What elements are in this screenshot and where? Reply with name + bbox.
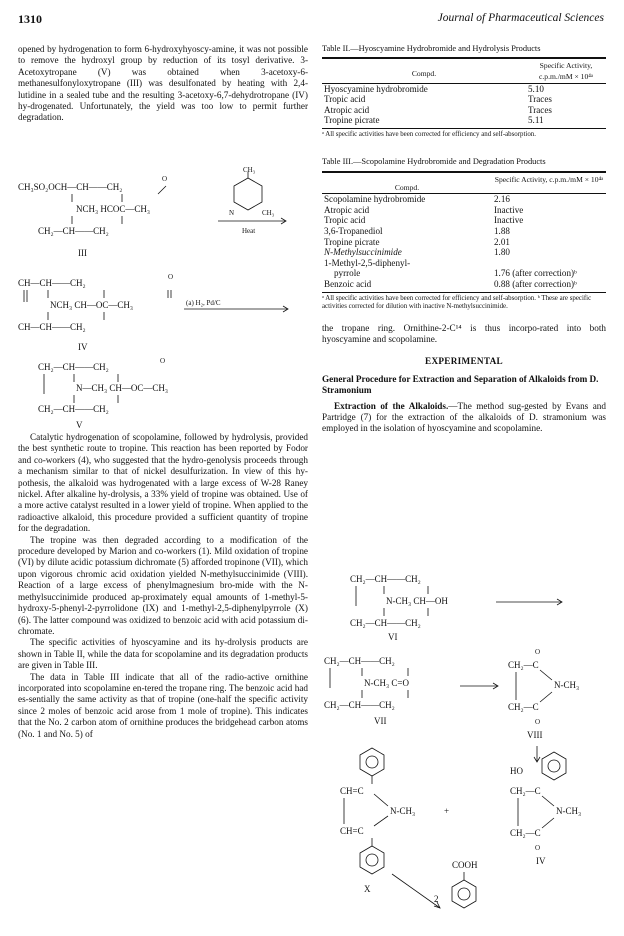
table-cell: Traces	[528, 94, 552, 105]
table-row	[322, 84, 606, 95]
chem-label: N-CH₃ C=O	[364, 678, 409, 688]
chem-label: O	[162, 175, 168, 183]
chem-label: 2	[434, 894, 439, 904]
chem-label: CH₂—CH——CH₂	[38, 226, 109, 236]
chem-label: CH=C	[340, 786, 364, 796]
paragraph	[322, 401, 606, 435]
compound-label-x: X	[364, 884, 371, 894]
table-cell: Inactive	[494, 215, 524, 226]
chem-label: NCH₃ CH—OC—CH₃	[50, 300, 134, 310]
left-column-text	[18, 432, 308, 740]
chem-label: CH₂—C	[510, 828, 541, 838]
chem-label: NCH₃ HCOC—CH₃	[76, 204, 151, 214]
chem-label: CH₃	[243, 166, 256, 174]
chem-label: N-CH₃	[556, 806, 582, 816]
table-cell: Inactive	[494, 204, 524, 215]
chem-label: CH=C	[340, 826, 364, 836]
table-cell: 2.01	[494, 236, 510, 247]
data-table	[322, 175, 606, 194]
compound-label-vii: VII	[374, 716, 387, 726]
chem-label: O	[168, 273, 174, 281]
chem-label: CH—CH——CH₂	[18, 278, 86, 288]
table-row	[322, 194, 606, 205]
subsection-heading: General Procedure for Extraction and Separation of Alkaloids from D. Stramonium	[322, 373, 599, 396]
paragraph: The data in Table III indicate that all of the radio-active ornithine incorporated into scopolamine en-tered the tropane ring. The benzoic acid had es-sentially the same activity as that of tropine (one-half the specific activity since 2 moles of benzoic acid arose from 1 mole of tropine). This indicates that the No. 2 carbon atom of ornithine produces the bridgehead carbon atoms (No. 1 and No. 5) of	[18, 671, 308, 739]
table-row	[322, 105, 606, 116]
chem-label: N-CH₃	[554, 680, 580, 690]
scheme-tropane-degradation	[18, 158, 318, 418]
chem-label: CH₃	[262, 209, 275, 217]
compound-label-ix: IV	[536, 856, 546, 866]
chem-label: Heat	[242, 227, 256, 235]
chem-label: CH₂—CH——CH₂	[350, 618, 421, 628]
table-cell: 0.88 (after correction)ᵇ	[494, 278, 577, 289]
table-row	[322, 279, 606, 290]
table-title: Table III.—Scopolamine Hydrobromide and Degradation Products	[322, 157, 546, 167]
table-cell: Benzoic acid	[324, 278, 372, 289]
paragraph: The tropine was then degraded according to a modification of the procedure developed by Marion and co-workers (1). Mild oxidation of tropine (VI) by dilute acidic potassium dichromate (5) afforded tropinone (VII), which upon vigorous chromic acid oxidation yielded N-methylsuccinimide (VIII). Reaction of a large excess of phenylmagnesium bro-mide with the N-methylsuccinimide produced ap-proximately equal amounts of 1-methyl-5-hydroxy-5-phenyl-2-pyrrolidone (IX) and 1-methyl-2,5-diphenylpyrrole (X) (6). The latter compound was oxidized to benzoic acid with acid potassium di-chromate.	[18, 534, 308, 636]
table-row	[322, 205, 606, 216]
paragraph: opened by hydrogenation to form 6-hydroxyhyoscy-amine, it was not possible to remove the hydroxyl group by reduction of its tosyl derivative. 3-Acetoxytropane (V) was obtained when 3-acetoxy-6-methanesulfonyloxytropane (III) was desulfonated by heating with 2,4-lutidine in a sealed tube and the resulting 3-acetoxy-6,7-dehydrotropane (IV) hy-drogenated. Unfortunately, the yield was too low to permit further degradation.	[18, 44, 308, 123]
run-in-heading: Extraction of the Alkaloids.	[334, 400, 449, 411]
table-cell: 2.16	[494, 194, 510, 205]
table-cell: Tropine picrate	[324, 115, 380, 126]
table-cell: 5.11	[528, 115, 544, 126]
table-row	[322, 258, 606, 269]
compound-label-viii: VIII	[527, 730, 543, 740]
table-footnote: ᵃ All specific activities have been corrected for efficiency and self-absorption.	[322, 130, 536, 138]
table-cell: Tropic acid	[324, 215, 366, 226]
chem-label: CH₂—CH——CH₂	[38, 404, 109, 414]
table-row	[322, 215, 606, 226]
column-header: Compd.	[394, 182, 420, 192]
table-cell: Scopolamine hydrobromide	[324, 194, 426, 205]
table-cell: Tropine picrate	[324, 236, 380, 247]
chem-label: CH₃SO₂OCH—CH——CH₂	[18, 182, 123, 192]
table-body	[322, 84, 606, 126]
right-column	[322, 44, 606, 435]
plus-sign: +	[444, 806, 450, 816]
left-column	[18, 44, 308, 124]
table-3	[322, 157, 606, 311]
paragraph: the tropane ring. Ornithine-2-C¹⁴ is thus incorpo-rated into both hyoscyamine and scopolamine.	[322, 322, 606, 345]
chem-label: CH₂—CH——CH₂	[350, 574, 421, 584]
chem-label: CH₂—C	[508, 660, 539, 670]
table-footnote: ᵃ All specific activities have been corrected for efficiency and self-absorption. ᵇ These are specific activities corrected for dilution with inactive N-methylsuccinimide.	[322, 294, 592, 310]
table-cell: 5.10	[528, 83, 544, 94]
journal-title: Journal of Pharmaceutical Sciences	[437, 12, 604, 24]
table-row	[322, 268, 606, 279]
chem-label: N-CH₃ CH—OH	[386, 596, 448, 606]
paragraph: Catalytic hydrogenation of scopolamine, followed by hydrolysis, provided the best synthetic route to tropine. This reaction has been reported by Fodor and co-workers (4), who suggested that the hydro-genolysis proceeds through a mechanism similar to that of nickel desulfurization. In view of this hy-pothesis, the alkaloid was hydrogenated with a large excess of W-28 Raney nickel. After alkaline hy-drolysis, a 33% yield of tropine was obtained. Use of a more active catalyst resulted in a lower yield of tropine. When applied to the radioactive alkaloid, this procedure provided a sufficient quantity of tropine for the degradation.	[18, 432, 308, 534]
compound-label-iii: III	[78, 248, 87, 258]
data-table	[322, 61, 606, 82]
table-cell: 3,6-Tropanediol	[324, 225, 383, 236]
table-cell: N-Methylsuccinimide	[324, 247, 402, 258]
table-cell: Atropic acid	[324, 204, 370, 215]
paragraph-text: —The method sug-gested by Evans and Partridge (7) for the extraction of the alkaloids of D. stramonium was employed in the isolation of hyoscyamine and scopolamine.	[322, 400, 606, 434]
section-heading: EXPERIMENTAL	[425, 355, 503, 366]
table-row	[322, 226, 606, 237]
chem-label: O	[535, 648, 541, 656]
table-2	[322, 44, 606, 139]
paragraph: The specific activities of hyoscyamine and its hy-drolysis products are shown in Table II, while the data for scopolamine and its degradation products are given in Table III.	[18, 637, 308, 671]
scheme-tropine-degradation	[322, 562, 606, 922]
reagent-label: (a) H₂, Pd/C	[186, 299, 221, 307]
table-cell: Hyoscyamine hydrobromide	[324, 83, 428, 94]
chem-label: CH₂—C	[510, 786, 541, 796]
chem-label: O	[535, 718, 541, 726]
column-header: Specific Activity, c.p.m./mM × 10⁴ᵃ	[539, 61, 593, 81]
table-row	[322, 237, 606, 248]
table-row	[322, 115, 606, 126]
chem-label: CH₂—C	[508, 702, 539, 712]
table-row	[322, 94, 606, 105]
table-title: Table II.—Hyoscyamine Hydrobromide and Hydrolysis Products	[322, 44, 541, 53]
compound-label-vi: VI	[388, 632, 398, 642]
table-cell: pyrrole	[334, 268, 361, 279]
page-number: 1310	[18, 12, 42, 26]
table-cell: Atropic acid	[324, 104, 370, 115]
chem-label: N-CH₃	[390, 806, 416, 816]
chem-label: O	[160, 357, 166, 365]
chem-label: CH₂—CH——CH₂	[324, 700, 395, 710]
chem-label: CH₂—CH——CH₂	[38, 362, 109, 372]
chem-label: N—CH₃ CH—OC—CH₃	[76, 383, 169, 393]
table-cell: 1.76 (after correction)ᵇ	[494, 268, 577, 279]
table-row	[322, 247, 606, 258]
chem-label: CH—CH——CH₂	[18, 322, 86, 332]
table-cell: Tropic acid	[324, 94, 366, 105]
table-cell: 1.88	[494, 225, 510, 236]
table-cell: 1.80	[494, 247, 510, 258]
chem-label: N	[229, 209, 235, 217]
table-cell: Traces	[528, 104, 552, 115]
chem-label: HO	[510, 766, 523, 776]
column-header: Specific Activity, c.p.m./mM × 10⁴ᵃ	[494, 174, 604, 184]
chem-label: COOH	[452, 860, 478, 870]
table-body	[322, 194, 606, 289]
compound-label-iv: IV	[78, 342, 88, 352]
table-cell: 1-Methyl-2,5-diphenyl-	[324, 257, 411, 268]
compound-label-v: V	[76, 420, 83, 430]
chem-label: O	[535, 844, 541, 852]
column-header: Compd.	[411, 69, 437, 79]
chem-label: CH₂—CH——CH₂	[324, 656, 395, 666]
table-cell	[492, 258, 606, 269]
